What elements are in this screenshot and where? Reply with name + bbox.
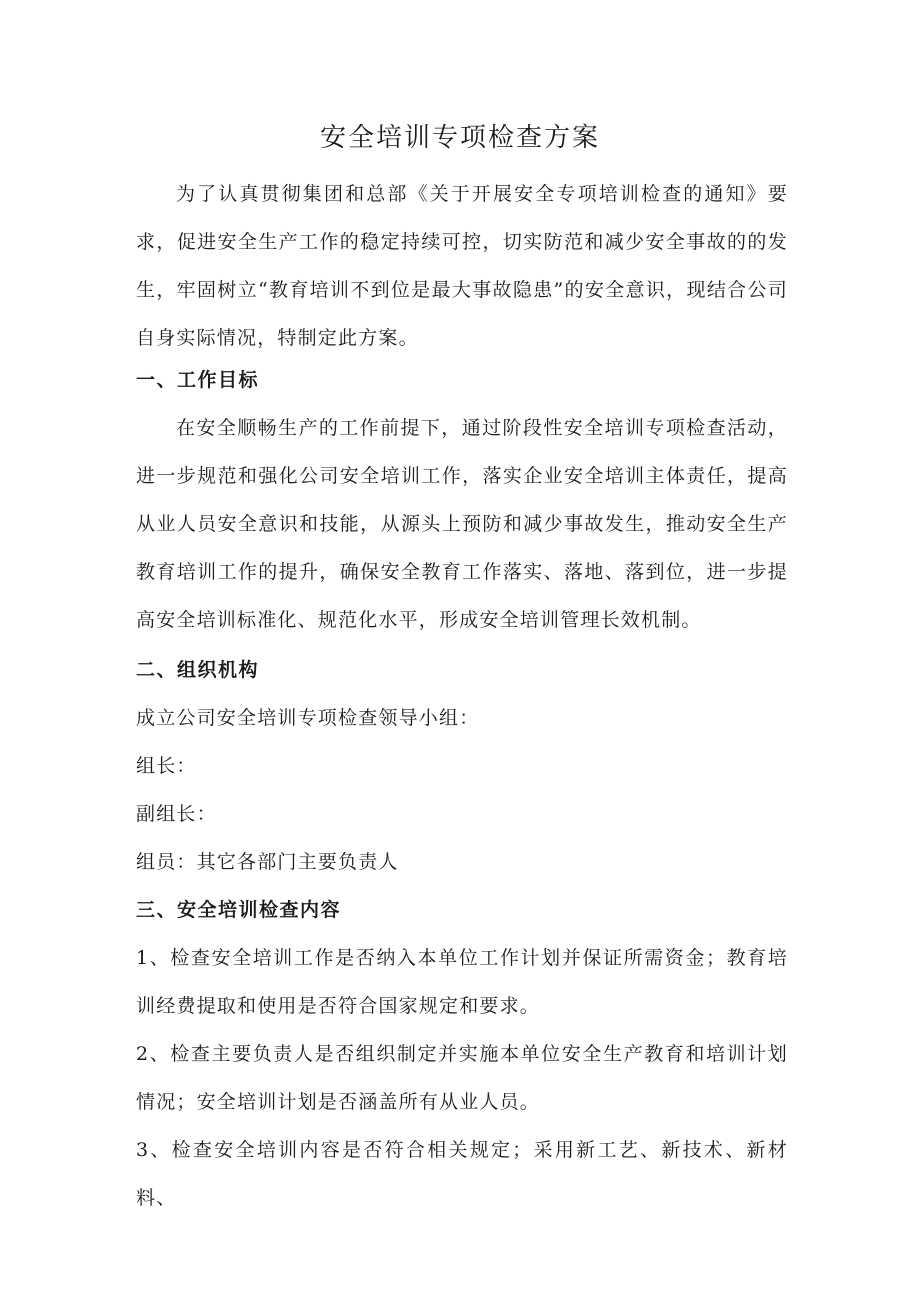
section-2-deputy-leader-line: 副组长： bbox=[136, 803, 217, 825]
section-3-heading: 三、安全培训检查内容 bbox=[136, 899, 342, 921]
section-2-line-1: 成立公司安全培训专项检查领导小组： bbox=[136, 707, 480, 729]
section-3-item-2: 2、检查主要负责人是否组织制定并实施本单位安全生产教育和培训计划情况；安全培训计划是否涵盖所有从业人员。 bbox=[136, 1043, 788, 1113]
section-1-body: 在安全顺畅生产的工作前提下，通过阶段性安全培训专项检查活动，进一步规范和强化公司安全培训工作，落实企业安全培训主体责任，提高从业人员安全意识和技能，从源头上预防和减少事故发生，推动安全生产教育培训工作的提升，确保安全教育工作落实、落地、落到位，进一步提高安全培训标准化、规范化水平，形成安全培训管理长效机制。 bbox=[136, 417, 788, 631]
section-1-heading: 一、工作目标 bbox=[136, 369, 260, 391]
section-2-heading: 二、组织机构 bbox=[136, 659, 260, 681]
section-3-item-3: 3、检查安全培训内容是否符合相关规定；采用新工艺、新技术、新材料、 bbox=[136, 1139, 788, 1209]
intro-paragraph: 为了认真贯彻集团和总部《关于开展安全专项培训检查的通知》要求，促进安全生产工作的稳定持续可控，切实防范和减少安全事故的的发生，牢固树立“教育培训不到位是最大事故隐患”的安全意识，现结合公司自身实际情况，特制定此方案。 bbox=[136, 183, 788, 349]
section-2-members-line: 组员：其它各部门主要负责人 bbox=[136, 851, 399, 873]
document-title: 安全培训专项检查方案 bbox=[319, 123, 600, 153]
section-3-item-1: 1、检查安全培训工作是否纳入本单位工作计划并保证所需资金；教育培训经费提取和使用是否符合国家规定和要求。 bbox=[136, 947, 788, 1017]
section-2-leader-line: 组长： bbox=[136, 755, 197, 777]
